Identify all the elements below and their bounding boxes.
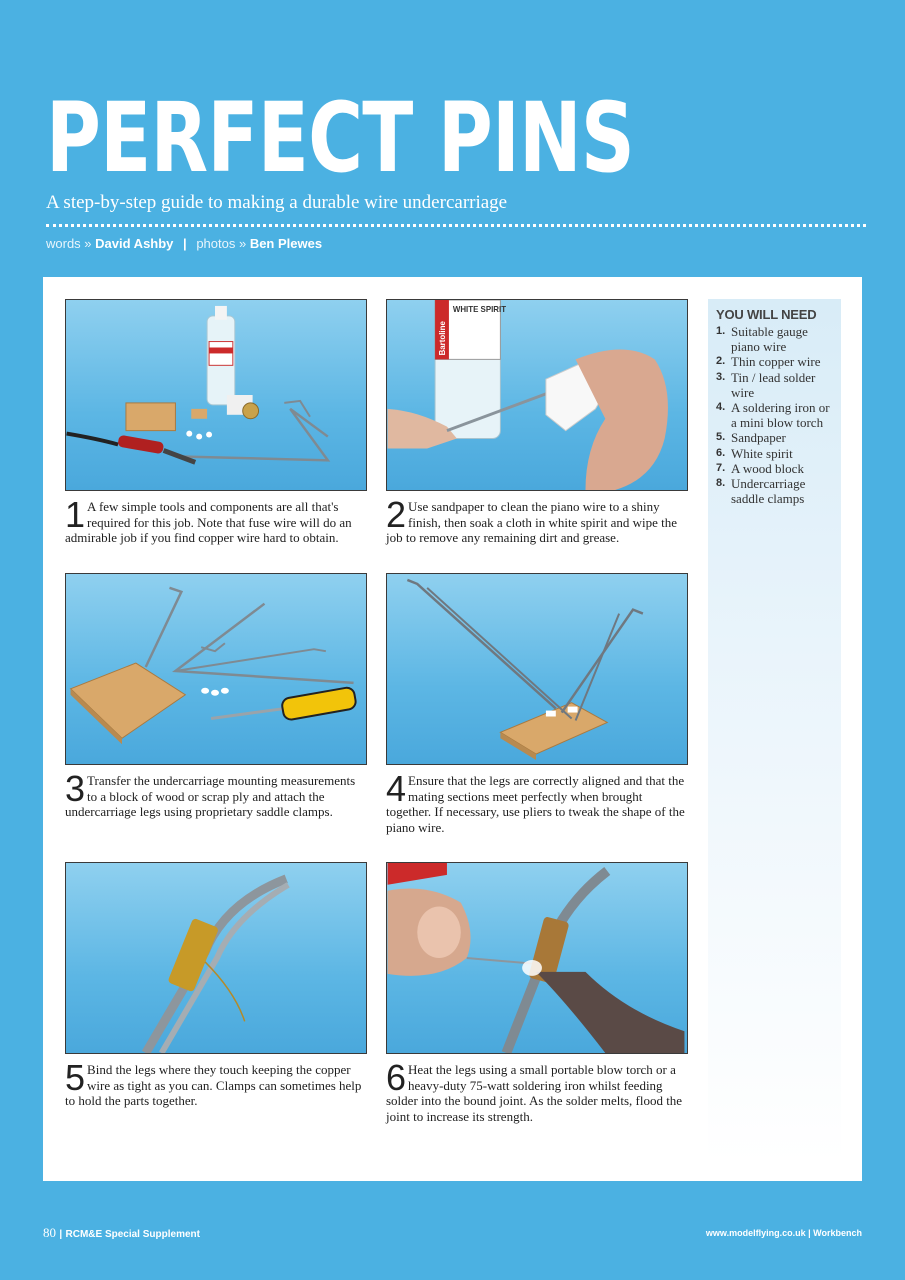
footer-left <box>43 1225 200 1241</box>
caption-step-3 <box>65 768 367 820</box>
photo-step-1 <box>65 299 367 491</box>
footer-right <box>706 1228 862 1238</box>
soldering-photo-icon <box>387 863 687 1053</box>
dotted-divider <box>46 224 866 228</box>
photo-step-6 <box>386 862 688 1054</box>
footer-divider: | <box>59 1229 63 1240</box>
cleaning-photo-icon <box>387 300 687 490</box>
photos-label: photos » <box>196 236 247 251</box>
step-number: 6 <box>386 1057 407 1098</box>
website-link[interactable]: www.modelflying.co.uk <box>705 1228 806 1238</box>
words-author: David Ashby <box>95 236 174 251</box>
step-number: 4 <box>386 768 407 809</box>
step-text: Transfer the undercarriage mounting measurements to a block of wood or scrap ply and attach the undercarriage legs using proprietary saddle clamps. <box>65 773 356 819</box>
step-text: Ensure that the legs are correctly aligned and that the mating sections meet perfectly when brought together. If necessary, use pliers to tweak the shape of the piano wire. <box>386 773 685 835</box>
list-item: 2. Thin copper wire <box>716 354 821 370</box>
caption-step-6 <box>386 1057 688 1124</box>
bound-wire-photo-icon <box>66 863 366 1053</box>
caption-step-4 <box>386 768 688 835</box>
bottle-label: WHITE SPIRIT <box>452 304 507 314</box>
content-panel <box>43 277 862 1181</box>
step-text: Use sandpaper to clean the piano wire to a shiny finish, then soak a cloth in white spirit and wipe the job to remove any remaining dirt and grease. <box>386 499 678 545</box>
footer-divider-right: | <box>808 1228 811 1238</box>
list-item: 1. Suitable gauge piano wire <box>716 324 808 355</box>
page-title: PERFECT PINS <box>46 82 635 194</box>
list-item: 4. A soldering iron or a mini blow torch <box>716 400 830 431</box>
tools-photo-icon <box>66 300 366 490</box>
step-text: Heat the legs using a small portable blow torch or a heavy-duty 75-watt soldering iron whilst feeding solder into the bound joint. As the solder melts, flood the joint to increase its strength. <box>386 1062 683 1124</box>
photo-step-5 <box>65 862 367 1054</box>
caption-step-2 <box>386 494 688 546</box>
list-item: 7. A wood block <box>716 460 804 476</box>
step-text: Bind the legs where they touch keeping the copper wire as tight as you can. Clamps can sometimes help to hold the parts together. <box>65 1062 362 1108</box>
bottle-brand: Bartoline <box>437 321 447 356</box>
aligned-legs-photo-icon <box>387 574 687 764</box>
photo-step-3 <box>65 573 367 765</box>
caption-step-5 <box>65 1057 367 1109</box>
page-subtitle: A step-by-step guide to making a durable wire undercarriage <box>46 192 508 213</box>
list-item: 8. Undercarriage saddle clamps <box>716 476 806 507</box>
credits <box>46 236 322 251</box>
page-number: 80 <box>43 1225 56 1240</box>
step-number: 2 <box>386 494 407 535</box>
publication-name: RCM&E Special Supplement <box>65 1229 200 1240</box>
words-label: words » <box>46 236 92 251</box>
photos-author: Ben Plewes <box>249 236 323 251</box>
list-item: 5. Sandpaper <box>716 430 786 446</box>
caption-step-1 <box>65 494 367 546</box>
wood-block-photo-icon <box>66 574 366 764</box>
step-number: 5 <box>65 1057 86 1098</box>
step-text: A few simple tools and components are all that's required for this job. Note that fuse wire will do an admirable job if you find copper wire hard to obtain. <box>65 499 352 545</box>
materials-list <box>716 324 835 506</box>
credits-divider: | <box>183 236 187 251</box>
you-will-need-sidebar <box>708 299 841 1163</box>
section-name: Workbench <box>813 1228 862 1238</box>
list-item: 6. White spirit <box>716 445 793 461</box>
step-number: 3 <box>65 768 86 809</box>
list-item: 3. Tin / lead solder wire <box>716 369 816 400</box>
sidebar-title: YOU WILL NEED <box>716 307 817 322</box>
photo-step-2 <box>386 299 688 491</box>
photo-step-4 <box>386 573 688 765</box>
step-number: 1 <box>65 494 86 535</box>
